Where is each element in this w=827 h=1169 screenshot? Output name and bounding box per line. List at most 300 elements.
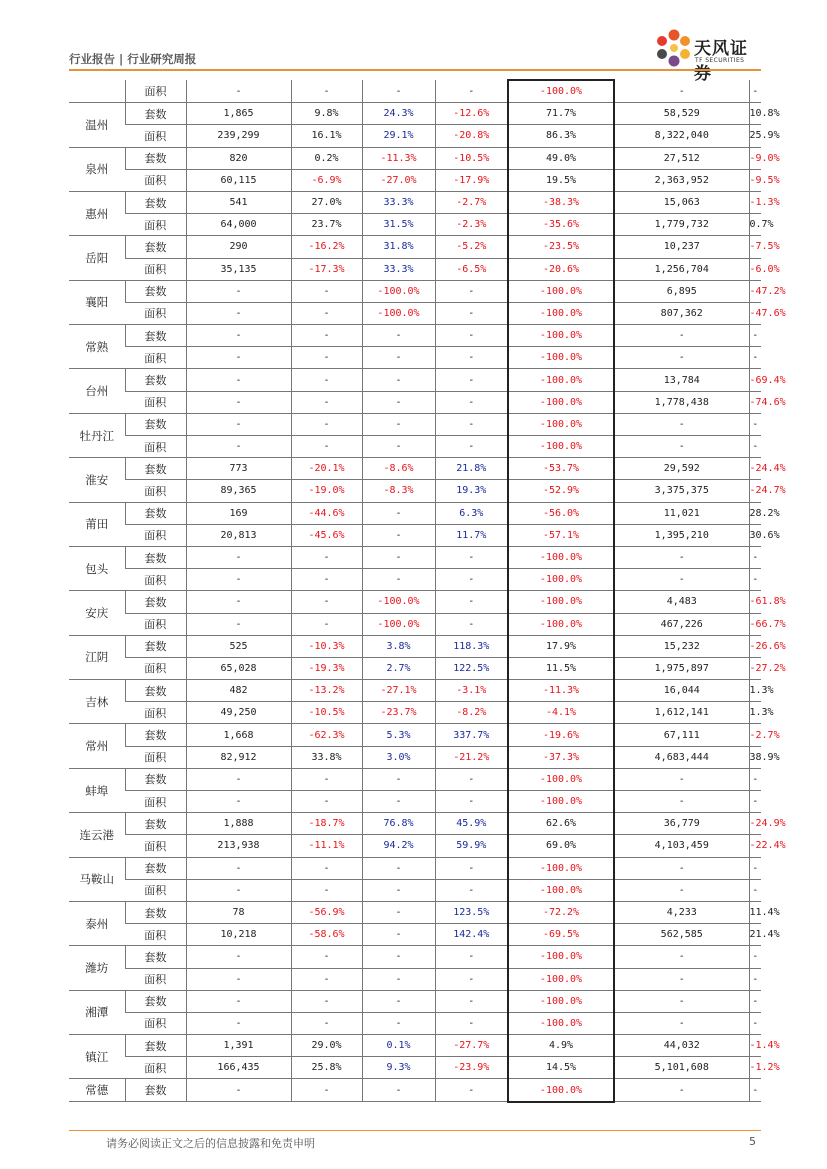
value-cell-c2: 29.0% bbox=[291, 1035, 362, 1057]
metric-cell: 面积 bbox=[125, 1057, 186, 1079]
value-cell-c3: - bbox=[362, 369, 435, 391]
value-cell-c7: -47.2% bbox=[749, 280, 761, 302]
value-cell-c1: 213,938 bbox=[186, 835, 291, 857]
value-cell-c7: 30.6% bbox=[749, 524, 761, 546]
value-cell-c6: 467,226 bbox=[614, 613, 749, 635]
value-cell-c3: 31.8% bbox=[362, 236, 435, 258]
value-cell-c1: - bbox=[186, 80, 291, 103]
metric-cell: 面积 bbox=[125, 214, 186, 236]
value-cell-c7: - bbox=[749, 791, 761, 813]
value-cell-c6: 1,779,732 bbox=[614, 214, 749, 236]
value-cell-c3: 0.1% bbox=[362, 1035, 435, 1057]
value-cell-c5: -100.0% bbox=[508, 391, 614, 413]
metric-cell: 面积 bbox=[125, 302, 186, 324]
value-cell-c2: -19.3% bbox=[291, 657, 362, 679]
value-cell-c3: -100.0% bbox=[362, 302, 435, 324]
value-cell-c6: - bbox=[614, 968, 749, 990]
metric-cell: 套数 bbox=[125, 680, 186, 702]
value-cell-c7: -1.3% bbox=[749, 191, 761, 213]
table-row bbox=[69, 413, 761, 435]
value-cell-c4: 11.7% bbox=[435, 524, 508, 546]
value-cell-c7: - bbox=[749, 1012, 761, 1034]
value-cell-c2: - bbox=[291, 1012, 362, 1034]
value-cell-c1: 166,435 bbox=[186, 1057, 291, 1079]
value-cell-c1: - bbox=[186, 369, 291, 391]
value-cell-c3: -100.0% bbox=[362, 591, 435, 613]
value-cell-c3: 5.3% bbox=[362, 724, 435, 746]
value-cell-c3: -11.3% bbox=[362, 147, 435, 169]
city-name-cell: 莆田 bbox=[69, 502, 125, 546]
value-cell-c3: 33.3% bbox=[362, 258, 435, 280]
value-cell-c1: - bbox=[186, 946, 291, 968]
value-cell-c7: -24.9% bbox=[749, 813, 761, 835]
metric-cell: 面积 bbox=[125, 924, 186, 946]
metric-cell: 套数 bbox=[125, 990, 186, 1012]
metric-cell: 面积 bbox=[125, 169, 186, 191]
value-cell-c2: - bbox=[291, 791, 362, 813]
table-row bbox=[69, 746, 761, 768]
value-cell-c6: 44,032 bbox=[614, 1035, 749, 1057]
value-cell-c2: -44.6% bbox=[291, 502, 362, 524]
value-cell-c4: 122.5% bbox=[435, 657, 508, 679]
table-row bbox=[69, 258, 761, 280]
value-cell-c3: - bbox=[362, 325, 435, 347]
table-row bbox=[69, 968, 761, 990]
value-cell-c7: - bbox=[749, 569, 761, 591]
value-cell-c7: - bbox=[749, 325, 761, 347]
metric-cell: 套数 bbox=[125, 280, 186, 302]
table-row bbox=[69, 1079, 761, 1102]
value-cell-c4: -10.5% bbox=[435, 147, 508, 169]
table-row bbox=[69, 1012, 761, 1034]
value-cell-c5: -100.0% bbox=[508, 1012, 614, 1034]
value-cell-c4: - bbox=[435, 791, 508, 813]
value-cell-c5: -35.6% bbox=[508, 214, 614, 236]
table-row bbox=[69, 857, 761, 879]
value-cell-c5: -20.6% bbox=[508, 258, 614, 280]
value-cell-c4: -17.9% bbox=[435, 169, 508, 191]
table-row bbox=[69, 458, 761, 480]
value-cell-c3: - bbox=[362, 857, 435, 879]
value-cell-c2: - bbox=[291, 302, 362, 324]
value-cell-c2: - bbox=[291, 546, 362, 568]
value-cell-c5: -19.6% bbox=[508, 724, 614, 746]
value-cell-c4: - bbox=[435, 325, 508, 347]
value-cell-c1: 1,888 bbox=[186, 813, 291, 835]
value-cell-c2: - bbox=[291, 990, 362, 1012]
value-cell-c7: 11.4% bbox=[749, 901, 761, 923]
value-cell-c7: 21.4% bbox=[749, 924, 761, 946]
value-cell-c4: - bbox=[435, 591, 508, 613]
metric-cell: 套数 bbox=[125, 768, 186, 790]
value-cell-c2: - bbox=[291, 946, 362, 968]
value-cell-c1: 64,000 bbox=[186, 214, 291, 236]
value-cell-c1: - bbox=[186, 391, 291, 413]
metric-cell: 面积 bbox=[125, 968, 186, 990]
table-row bbox=[69, 768, 761, 790]
value-cell-c7: - bbox=[749, 946, 761, 968]
value-cell-c1: - bbox=[186, 325, 291, 347]
value-cell-c4: - bbox=[435, 879, 508, 901]
value-cell-c6: - bbox=[614, 768, 749, 790]
value-cell-c7: - bbox=[749, 968, 761, 990]
value-cell-c7: -27.2% bbox=[749, 657, 761, 679]
value-cell-c7: - bbox=[749, 768, 761, 790]
metric-cell: 套数 bbox=[125, 813, 186, 835]
value-cell-c2: 0.2% bbox=[291, 147, 362, 169]
value-cell-c7: -7.5% bbox=[749, 236, 761, 258]
city-name-cell: 牡丹江 bbox=[69, 413, 125, 457]
metric-cell: 套数 bbox=[125, 458, 186, 480]
metric-cell: 套数 bbox=[125, 857, 186, 879]
table-row bbox=[69, 724, 761, 746]
metric-cell: 面积 bbox=[125, 746, 186, 768]
table-row bbox=[69, 125, 761, 147]
footer-divider bbox=[69, 1130, 761, 1131]
value-cell-c4: - bbox=[435, 1012, 508, 1034]
metric-cell: 面积 bbox=[125, 1012, 186, 1034]
value-cell-c6: - bbox=[614, 791, 749, 813]
city-name-cell: 淮安 bbox=[69, 458, 125, 502]
value-cell-c3: - bbox=[362, 524, 435, 546]
metric-cell: 套数 bbox=[125, 502, 186, 524]
value-cell-c2: - bbox=[291, 1079, 362, 1102]
metric-cell: 套数 bbox=[125, 369, 186, 391]
table-row bbox=[69, 436, 761, 458]
value-cell-c5: -57.1% bbox=[508, 524, 614, 546]
value-cell-c4: - bbox=[435, 1079, 508, 1102]
value-cell-c5: -100.0% bbox=[508, 879, 614, 901]
value-cell-c2: -16.2% bbox=[291, 236, 362, 258]
value-cell-c1: 169 bbox=[186, 502, 291, 524]
value-cell-c7: -24.4% bbox=[749, 458, 761, 480]
value-cell-c5: -38.3% bbox=[508, 191, 614, 213]
city-name-cell: 马鞍山 bbox=[69, 857, 125, 901]
value-cell-c2: 9.8% bbox=[291, 103, 362, 125]
value-cell-c7: -9.0% bbox=[749, 147, 761, 169]
value-cell-c4: - bbox=[435, 347, 508, 369]
value-cell-c2: -58.6% bbox=[291, 924, 362, 946]
table-row bbox=[69, 657, 761, 679]
value-cell-c6: 58,529 bbox=[614, 103, 749, 125]
metric-cell: 面积 bbox=[125, 436, 186, 458]
value-cell-c6: 4,483 bbox=[614, 591, 749, 613]
value-cell-c1: 482 bbox=[186, 680, 291, 702]
metric-cell: 面积 bbox=[125, 391, 186, 413]
value-cell-c7: - bbox=[749, 80, 761, 103]
value-cell-c1: 82,912 bbox=[186, 746, 291, 768]
value-cell-c7: 10.8% bbox=[749, 103, 761, 125]
value-cell-c1: 10,218 bbox=[186, 924, 291, 946]
value-cell-c4: -12.6% bbox=[435, 103, 508, 125]
value-cell-c2: -18.7% bbox=[291, 813, 362, 835]
metric-cell: 面积 bbox=[125, 702, 186, 724]
value-cell-c7: - bbox=[749, 436, 761, 458]
value-cell-c4: 142.4% bbox=[435, 924, 508, 946]
city-name-cell: 包头 bbox=[69, 546, 125, 590]
value-cell-c6: 1,975,897 bbox=[614, 657, 749, 679]
table-row bbox=[69, 502, 761, 524]
value-cell-c6: 1,395,210 bbox=[614, 524, 749, 546]
value-cell-c6: - bbox=[614, 436, 749, 458]
value-cell-c1: 35,135 bbox=[186, 258, 291, 280]
table-row bbox=[69, 1057, 761, 1079]
value-cell-c6: 8,322,040 bbox=[614, 125, 749, 147]
value-cell-c1: 49,250 bbox=[186, 702, 291, 724]
value-cell-c3: 24.3% bbox=[362, 103, 435, 125]
value-cell-c6: - bbox=[614, 990, 749, 1012]
metric-cell: 套数 bbox=[125, 413, 186, 435]
value-cell-c3: - bbox=[362, 791, 435, 813]
table-row bbox=[69, 347, 761, 369]
value-cell-c6: 36,779 bbox=[614, 813, 749, 835]
value-cell-c5: 19.5% bbox=[508, 169, 614, 191]
value-cell-c2: - bbox=[291, 879, 362, 901]
value-cell-c7: -9.5% bbox=[749, 169, 761, 191]
value-cell-c5: 49.0% bbox=[508, 147, 614, 169]
table-row bbox=[69, 702, 761, 724]
value-cell-c2: - bbox=[291, 80, 362, 103]
value-cell-c4: -21.2% bbox=[435, 746, 508, 768]
company-logo bbox=[650, 26, 765, 84]
metric-cell: 面积 bbox=[125, 347, 186, 369]
value-cell-c7: -66.7% bbox=[749, 613, 761, 635]
metric-cell: 套数 bbox=[125, 591, 186, 613]
value-cell-c5: -11.3% bbox=[508, 680, 614, 702]
value-cell-c2: - bbox=[291, 569, 362, 591]
value-cell-c5: -100.0% bbox=[508, 791, 614, 813]
value-cell-c3: - bbox=[362, 436, 435, 458]
table-row bbox=[69, 1035, 761, 1057]
city-name-cell: 镇江 bbox=[69, 1035, 125, 1079]
value-cell-c7: 25.9% bbox=[749, 125, 761, 147]
city-name-cell: 江阴 bbox=[69, 635, 125, 679]
value-cell-c1: 239,299 bbox=[186, 125, 291, 147]
city-name-cell: 连云港 bbox=[69, 813, 125, 857]
metric-cell: 面积 bbox=[125, 258, 186, 280]
value-cell-c4: - bbox=[435, 990, 508, 1012]
value-cell-c1: 525 bbox=[186, 635, 291, 657]
value-cell-c6: 29,592 bbox=[614, 458, 749, 480]
value-cell-c4: -8.2% bbox=[435, 702, 508, 724]
value-cell-c1: - bbox=[186, 1079, 291, 1102]
value-cell-c5: 4.9% bbox=[508, 1035, 614, 1057]
table-row bbox=[69, 369, 761, 391]
metric-cell: 面积 bbox=[125, 125, 186, 147]
value-cell-c6: - bbox=[614, 946, 749, 968]
value-cell-c5: -100.0% bbox=[508, 302, 614, 324]
value-cell-c1: - bbox=[186, 280, 291, 302]
metric-cell: 套数 bbox=[125, 946, 186, 968]
value-cell-c3: 3.0% bbox=[362, 746, 435, 768]
value-cell-c4: - bbox=[435, 613, 508, 635]
metric-cell: 套数 bbox=[125, 724, 186, 746]
table-body bbox=[69, 80, 786, 1102]
table-row bbox=[69, 103, 761, 125]
table-row bbox=[69, 901, 761, 923]
value-cell-c5: -100.0% bbox=[508, 857, 614, 879]
city-name-cell: 泰州 bbox=[69, 901, 125, 945]
value-cell-c3: -8.3% bbox=[362, 480, 435, 502]
value-cell-c3: 3.8% bbox=[362, 635, 435, 657]
value-cell-c1: - bbox=[186, 436, 291, 458]
value-cell-c4: 21.8% bbox=[435, 458, 508, 480]
value-cell-c6: 1,778,438 bbox=[614, 391, 749, 413]
value-cell-c4: 45.9% bbox=[435, 813, 508, 835]
value-cell-c4: - bbox=[435, 968, 508, 990]
value-cell-c4: -27.7% bbox=[435, 1035, 508, 1057]
table-row bbox=[69, 569, 761, 591]
metric-cell: 套数 bbox=[125, 103, 186, 125]
value-cell-c7: -1.2% bbox=[749, 1057, 761, 1079]
value-cell-c3: - bbox=[362, 413, 435, 435]
value-cell-c6: 2,363,952 bbox=[614, 169, 749, 191]
value-cell-c1: - bbox=[186, 591, 291, 613]
value-cell-c4: -2.7% bbox=[435, 191, 508, 213]
table-row bbox=[69, 879, 761, 901]
value-cell-c5: -100.0% bbox=[508, 325, 614, 347]
value-cell-c5: -56.0% bbox=[508, 502, 614, 524]
value-cell-c6: - bbox=[614, 347, 749, 369]
table-row bbox=[69, 835, 761, 857]
header-divider bbox=[69, 69, 761, 71]
value-cell-c1: 78 bbox=[186, 901, 291, 923]
value-cell-c6: 15,063 bbox=[614, 191, 749, 213]
metric-cell: 面积 bbox=[125, 569, 186, 591]
value-cell-c5: -37.3% bbox=[508, 746, 614, 768]
value-cell-c2: -56.9% bbox=[291, 901, 362, 923]
value-cell-c3: - bbox=[362, 347, 435, 369]
value-cell-c6: 10,237 bbox=[614, 236, 749, 258]
city-name-cell: 潍坊 bbox=[69, 946, 125, 990]
value-cell-c2: - bbox=[291, 968, 362, 990]
value-cell-c7: 1.3% bbox=[749, 680, 761, 702]
value-cell-c6: - bbox=[614, 325, 749, 347]
city-name-cell: 常州 bbox=[69, 724, 125, 768]
table-row bbox=[69, 524, 761, 546]
value-cell-c5: -100.0% bbox=[508, 436, 614, 458]
value-cell-c3: 33.3% bbox=[362, 191, 435, 213]
value-cell-c3: - bbox=[362, 968, 435, 990]
metric-cell: 面积 bbox=[125, 835, 186, 857]
value-cell-c2: -20.1% bbox=[291, 458, 362, 480]
city-name-cell bbox=[69, 80, 125, 103]
value-cell-c6: 1,612,141 bbox=[614, 702, 749, 724]
report-title: 行业报告 | 行业研究周报 bbox=[69, 52, 197, 66]
value-cell-c1: 60,115 bbox=[186, 169, 291, 191]
value-cell-c6: 4,683,444 bbox=[614, 746, 749, 768]
value-cell-c7: -6.0% bbox=[749, 258, 761, 280]
value-cell-c6: 67,111 bbox=[614, 724, 749, 746]
value-cell-c3: - bbox=[362, 502, 435, 524]
value-cell-c2: - bbox=[291, 591, 362, 613]
table-row bbox=[69, 635, 761, 657]
flower-logo-icon bbox=[650, 26, 692, 70]
city-name-cell: 岳阳 bbox=[69, 236, 125, 280]
value-cell-c2: 33.8% bbox=[291, 746, 362, 768]
value-cell-c5: -53.7% bbox=[508, 458, 614, 480]
table-row bbox=[69, 391, 761, 413]
city-name-cell: 常熟 bbox=[69, 325, 125, 369]
value-cell-c4: - bbox=[435, 546, 508, 568]
value-cell-c6: 3,375,375 bbox=[614, 480, 749, 502]
metric-cell: 套数 bbox=[125, 236, 186, 258]
footer-disclaimer: 请务必阅读正文之后的信息披露和免责申明 bbox=[106, 1137, 315, 1150]
value-cell-c6: 13,784 bbox=[614, 369, 749, 391]
table-row bbox=[69, 302, 761, 324]
value-cell-c3: 31.5% bbox=[362, 214, 435, 236]
value-cell-c7: -47.6% bbox=[749, 302, 761, 324]
table-row bbox=[69, 591, 761, 613]
value-cell-c5: -100.0% bbox=[508, 80, 614, 103]
value-cell-c5: -100.0% bbox=[508, 347, 614, 369]
value-cell-c4: - bbox=[435, 302, 508, 324]
table-row bbox=[69, 147, 761, 169]
value-cell-c7: -69.4% bbox=[749, 369, 761, 391]
value-cell-c7: - bbox=[749, 990, 761, 1012]
value-cell-c3: - bbox=[362, 879, 435, 901]
value-cell-c3: - bbox=[362, 80, 435, 103]
value-cell-c1: - bbox=[186, 546, 291, 568]
value-cell-c5: -100.0% bbox=[508, 1079, 614, 1102]
value-cell-c5: -100.0% bbox=[508, 613, 614, 635]
value-cell-c7: -24.7% bbox=[749, 480, 761, 502]
city-data-table bbox=[69, 79, 786, 1103]
value-cell-c4: 6.3% bbox=[435, 502, 508, 524]
value-cell-c2: -10.5% bbox=[291, 702, 362, 724]
value-cell-c6: 4,103,459 bbox=[614, 835, 749, 857]
value-cell-c1: - bbox=[186, 968, 291, 990]
value-cell-c7: 28.2% bbox=[749, 502, 761, 524]
value-cell-c2: -19.0% bbox=[291, 480, 362, 502]
value-cell-c7: -61.8% bbox=[749, 591, 761, 613]
table-row bbox=[69, 546, 761, 568]
value-cell-c7: - bbox=[749, 413, 761, 435]
value-cell-c3: - bbox=[362, 569, 435, 591]
value-cell-c7: - bbox=[749, 347, 761, 369]
value-cell-c7: - bbox=[749, 879, 761, 901]
metric-cell: 套数 bbox=[125, 1035, 186, 1057]
value-cell-c4: -5.2% bbox=[435, 236, 508, 258]
value-cell-c2: - bbox=[291, 325, 362, 347]
metric-cell: 套数 bbox=[125, 546, 186, 568]
value-cell-c6: 5,101,608 bbox=[614, 1057, 749, 1079]
value-cell-c6: - bbox=[614, 569, 749, 591]
value-cell-c3: -8.6% bbox=[362, 458, 435, 480]
value-cell-c2: - bbox=[291, 280, 362, 302]
value-cell-c1: - bbox=[186, 1012, 291, 1034]
value-cell-c4: - bbox=[435, 369, 508, 391]
value-cell-c1: - bbox=[186, 857, 291, 879]
value-cell-c4: - bbox=[435, 413, 508, 435]
value-cell-c4: -3.1% bbox=[435, 680, 508, 702]
value-cell-c7: -26.6% bbox=[749, 635, 761, 657]
value-cell-c6: 4,233 bbox=[614, 901, 749, 923]
value-cell-c2: - bbox=[291, 369, 362, 391]
value-cell-c1: - bbox=[186, 768, 291, 790]
value-cell-c4: -2.3% bbox=[435, 214, 508, 236]
value-cell-c3: -27.0% bbox=[362, 169, 435, 191]
table-row bbox=[69, 613, 761, 635]
value-cell-c1: 541 bbox=[186, 191, 291, 213]
value-cell-c5: -100.0% bbox=[508, 569, 614, 591]
value-cell-c5: -52.9% bbox=[508, 480, 614, 502]
value-cell-c5: 62.6% bbox=[508, 813, 614, 835]
value-cell-c5: -100.0% bbox=[508, 369, 614, 391]
value-cell-c4: - bbox=[435, 857, 508, 879]
value-cell-c2: -62.3% bbox=[291, 724, 362, 746]
value-cell-c4: - bbox=[435, 768, 508, 790]
